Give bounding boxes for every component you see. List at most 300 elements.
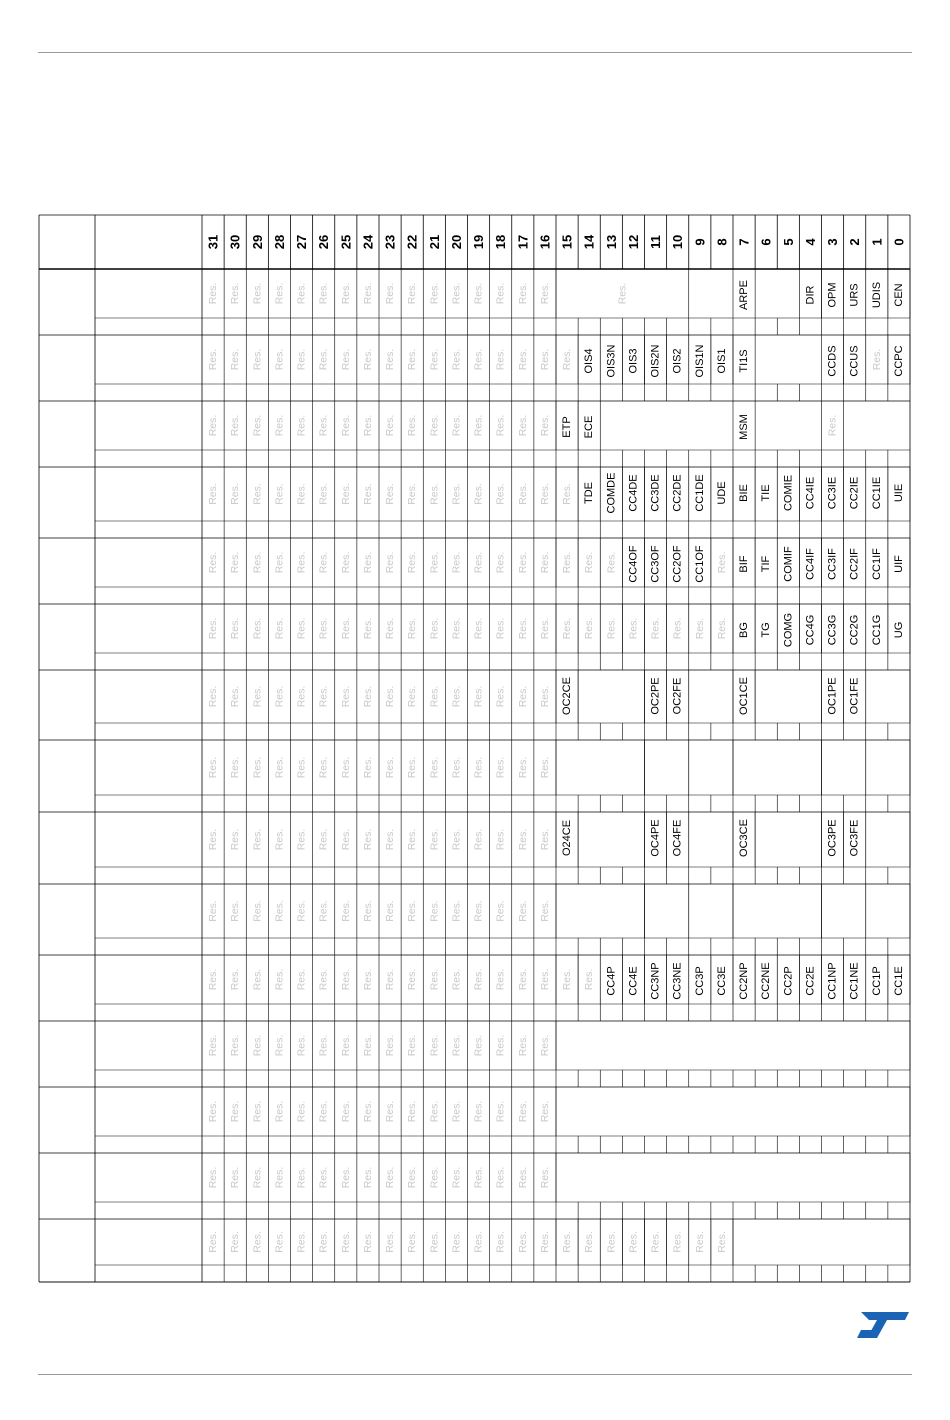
reserved-bit-label: Res. <box>605 1231 618 1253</box>
reserved-bit-label: Res. <box>207 685 220 708</box>
reserved-bit-label: Res. <box>207 617 220 640</box>
bit-field-name: OIS2N <box>649 344 662 378</box>
reserved-bit-label: Res. <box>494 1034 507 1057</box>
bit-number-header: 28 <box>271 234 287 250</box>
reserved-bit-label: Res. <box>605 551 618 574</box>
reserved-bit-label: Res. <box>273 348 286 371</box>
bit-field-name: UIF <box>892 555 905 573</box>
reserved-bit-label: Res. <box>516 828 529 851</box>
bit-field-name: CC3E <box>715 966 728 996</box>
reserved-bit-label: Res. <box>273 828 286 851</box>
reserved-bit-label: Res. <box>450 551 463 574</box>
reserved-bit-label: Res. <box>317 1034 330 1057</box>
reserved-bit-label: Res. <box>406 756 419 779</box>
reserved-bit-label: Res. <box>229 756 242 779</box>
bit-field-name: BIE <box>738 484 751 502</box>
reserved-bit-label: Res. <box>494 414 507 437</box>
reserved-bit-label: Res. <box>494 685 507 708</box>
bit-field-name: CC1P <box>870 966 883 996</box>
bit-field-name: CC3NE <box>671 962 684 1000</box>
reserved-bit-label: Res. <box>472 685 485 708</box>
reserved-bit-label: Res. <box>339 1166 352 1189</box>
reserved-bit-label: Res. <box>229 1100 242 1123</box>
reserved-bit-label: Res. <box>295 1231 308 1253</box>
reserved-bit-label: Res. <box>384 828 397 851</box>
reserved-bit-label: Res. <box>450 828 463 851</box>
reserved-bit-label: Res. <box>428 828 441 851</box>
reserved-bit-label: Res. <box>339 756 352 779</box>
bit-number-header: 20 <box>448 234 464 250</box>
reserved-bit-label: Res. <box>317 483 330 505</box>
reserved-bit-label: Res. <box>516 282 529 305</box>
bit-number-header: 24 <box>360 234 376 250</box>
reserved-bit-label: Res. <box>207 348 220 371</box>
reserved-bit-label: Res. <box>649 1231 662 1253</box>
bit-number-header: 10 <box>670 234 686 250</box>
bit-field-name: UDIS <box>870 281 883 309</box>
reserved-bit-label: Res. <box>494 348 507 371</box>
reserved-bit-label: Res. <box>406 1034 419 1057</box>
reserved-bit-label: Res. <box>273 551 286 574</box>
bit-number-header: 15 <box>559 234 575 250</box>
reserved-bit-label: Res. <box>207 1100 220 1123</box>
bit-field-name: CC3P <box>693 966 706 996</box>
reserved-bit-label: Res. <box>361 900 374 922</box>
reserved-bit-label: Res. <box>339 828 352 851</box>
reserved-bit-label: Res. <box>361 1166 374 1189</box>
bit-number-header: 13 <box>603 234 619 250</box>
bit-field-name: OIS1 <box>715 348 728 374</box>
reserved-bit-label: Res. <box>494 1231 507 1253</box>
reserved-bit-label: Res. <box>251 1034 264 1057</box>
reserved-bit-label: Res. <box>229 828 242 851</box>
bit-field-name: CC3OF <box>649 545 662 583</box>
reserved-bit-label: Res. <box>361 828 374 851</box>
reserved-bit-label: Res. <box>361 1231 374 1253</box>
bit-number-header: 4 <box>802 238 818 246</box>
reserved-bit-label: Res. <box>295 828 308 851</box>
reserved-bit-label: Res. <box>317 617 330 640</box>
bit-field-name: COMIF <box>782 546 795 582</box>
bit-field-name: CC2E <box>804 966 817 996</box>
reserved-bit-label: Res. <box>361 756 374 779</box>
reserved-bit-label: Res. <box>207 900 220 922</box>
bit-field-name: BG <box>738 622 751 638</box>
reserved-bit-label: Res. <box>361 1100 374 1123</box>
reserved-bit-label: Res. <box>317 968 330 991</box>
reserved-bit-label: Res. <box>450 1034 463 1057</box>
bit-field-name: CC2IE <box>848 476 861 510</box>
reserved-bit-label: Res. <box>251 348 264 371</box>
reserved-bit-label: Res. <box>273 968 286 991</box>
bit-field-name: CC3IE <box>826 476 839 510</box>
reserved-bit-label: Res. <box>317 348 330 371</box>
reserved-bit-label: Res. <box>339 551 352 574</box>
reserved-bit-label: Res. <box>384 968 397 991</box>
reserved-bit-label: Res. <box>229 968 242 991</box>
st-logo-icon <box>855 1310 911 1340</box>
reserved-bit-label: Res. <box>207 968 220 991</box>
reserved-bit-label: Res. <box>538 282 551 305</box>
reserved-bit-label: Res. <box>406 968 419 991</box>
bit-field-name: TIE <box>760 484 773 502</box>
reserved-bit-label: Res. <box>384 756 397 779</box>
reserved-bit-label: Res. <box>450 900 463 922</box>
bit-field-name: UDE <box>715 481 728 505</box>
reserved-bit-label: Res. <box>273 1034 286 1057</box>
reserved-bit-label: Res. <box>273 756 286 779</box>
reserved-bit-label: Res. <box>339 1231 352 1253</box>
reserved-bit-label: Res. <box>538 828 551 851</box>
bit-field-name: OC2PE <box>649 677 662 715</box>
reserved-bit-label: Res. <box>583 968 596 991</box>
reserved-bit-label: Res. <box>339 900 352 922</box>
reserved-bit-label: Res. <box>273 1166 286 1189</box>
reserved-bit-label: Res. <box>428 551 441 574</box>
reserved-bit-label: Res. <box>339 414 352 437</box>
reserved-bit-label: Res. <box>295 756 308 779</box>
reserved-bit-label: Res. <box>406 348 419 371</box>
reserved-bit-label: Res. <box>251 1100 264 1123</box>
reserved-bit-label: Res. <box>516 756 529 779</box>
reserved-bit-label: Res. <box>516 617 529 640</box>
bit-field-name: TIF <box>760 555 773 573</box>
reserved-bit-label: Res. <box>693 1231 706 1253</box>
reserved-bit-label: Res. <box>273 483 286 505</box>
bit-field-name: CC3DE <box>649 474 662 512</box>
bit-number-header: 5 <box>780 238 796 246</box>
reserved-bit-label: Res. <box>406 551 419 574</box>
reserved-bit-label: Res. <box>671 1231 684 1253</box>
reserved-bit-label: Res. <box>516 685 529 708</box>
reserved-bit-label: Res. <box>207 483 220 505</box>
bit-field-name: ECE <box>583 415 596 439</box>
reserved-bit-label: Res. <box>472 617 485 640</box>
bit-number-header: 16 <box>537 234 553 250</box>
bit-field-name: CC4P <box>605 966 618 996</box>
reserved-bit-label: Res. <box>295 1034 308 1057</box>
reserved-bit-label: Res. <box>538 1166 551 1189</box>
reserved-bit-label: Res. <box>406 282 419 305</box>
reserved-bit-label: Res. <box>229 348 242 371</box>
reserved-bit-label: Res. <box>339 968 352 991</box>
bit-number-header: 27 <box>294 234 310 250</box>
reserved-bit-label: Res. <box>450 685 463 708</box>
bit-field-name: OC1FE <box>848 677 861 715</box>
bit-field-name: CCDS <box>826 345 839 377</box>
reserved-bit-label: Res. <box>428 1034 441 1057</box>
reserved-bit-label: Res. <box>229 617 242 640</box>
bit-field-name: TG <box>760 622 773 638</box>
reserved-bit-label: Res. <box>428 685 441 708</box>
bit-field-name: CCUS <box>848 345 861 377</box>
reserved-bit-label: Res. <box>251 900 264 922</box>
bit-number-header: 6 <box>758 238 774 246</box>
reserved-bit-label: Res. <box>317 828 330 851</box>
reserved-bit-label: Res. <box>339 483 352 505</box>
reserved-bit-label: Res. <box>583 551 596 574</box>
reserved-bit-label: Res. <box>561 348 574 371</box>
bit-field-name: O24CE <box>561 819 574 857</box>
reserved-bit-label: Res. <box>251 828 264 851</box>
bit-number-header: 0 <box>891 238 907 246</box>
reserved-bit-label: Res. <box>516 968 529 991</box>
bit-field-name: CC3G <box>826 614 839 646</box>
reserved-bit-label: Res. <box>384 348 397 371</box>
bit-field-name: BIF <box>738 555 751 573</box>
bit-number-header: 19 <box>471 234 487 250</box>
reserved-bit-label: Res. <box>273 414 286 437</box>
reserved-bit-label: Res. <box>472 756 485 779</box>
bit-field-name: OIS2 <box>671 348 684 374</box>
reserved-bit-label: Res. <box>494 483 507 505</box>
bit-field-name: CC1IE <box>870 476 883 510</box>
bit-field-name: OIS3 <box>627 348 640 374</box>
bit-number-header: 30 <box>227 234 243 250</box>
reserved-bit-label: Res. <box>494 1166 507 1189</box>
reserved-bit-label: Res. <box>605 617 618 640</box>
reserved-bit-label: Res. <box>450 756 463 779</box>
bit-number-header: 31 <box>205 234 221 250</box>
bit-field-name: OC4PE <box>649 819 662 857</box>
reserved-bit-label: Res. <box>207 1166 220 1189</box>
reserved-bit-label: Res. <box>317 685 330 708</box>
bit-field-name: CC1OF <box>693 545 706 583</box>
reserved-bit-label: Res. <box>207 414 220 437</box>
reserved-bit-label: Res. <box>715 617 728 640</box>
reserved-bit-label: Res. <box>583 1231 596 1253</box>
bit-field-name: CC4OF <box>627 545 640 583</box>
reserved-bit-label: Res. <box>428 1231 441 1253</box>
reserved-bit-label: Res. <box>361 348 374 371</box>
reserved-bit-label: Res. <box>538 900 551 922</box>
bit-number-header: 14 <box>581 234 597 250</box>
reserved-bit-label: Res. <box>494 968 507 991</box>
reserved-bit-label: Res. <box>339 685 352 708</box>
reserved-bit-label: Res. <box>207 828 220 851</box>
reserved-bit-label: Res. <box>229 685 242 708</box>
bit-field-name: UG <box>892 621 905 639</box>
reserved-bit-label: Res. <box>516 1166 529 1189</box>
reserved-bit-label: Res. <box>627 617 640 640</box>
reserved-bit-label: Res. <box>251 685 264 708</box>
reserved-bit-label: Res. <box>317 756 330 779</box>
reserved-bit-label: Res. <box>538 756 551 779</box>
reserved-bit-label: Res. <box>406 900 419 922</box>
reserved-bit-label: Res. <box>295 282 308 305</box>
reserved-bit-label: Res. <box>207 1231 220 1253</box>
reserved-bit-label: Res. <box>450 617 463 640</box>
bit-number-header: 7 <box>736 238 752 246</box>
reserved-bit-label: Res. <box>295 1100 308 1123</box>
reserved-bit-label: Res. <box>295 483 308 505</box>
reserved-bit-label: Res. <box>406 617 419 640</box>
reserved-bit-label: Res. <box>627 1231 640 1253</box>
reserved-bit-label: Res. <box>229 282 242 305</box>
reserved-bit-label: Res. <box>251 1231 264 1253</box>
reserved-bit-label: Res. <box>273 1100 286 1123</box>
bit-field-name: CC2P <box>782 966 795 996</box>
bit-field-name: DIR <box>804 285 817 305</box>
reserved-bit-label: Res. <box>384 1100 397 1123</box>
reserved-bit-label: Res. <box>472 828 485 851</box>
reserved-bit-label: Res. <box>494 551 507 574</box>
reserved-bit-label: Res. <box>273 685 286 708</box>
reserved-bit-label: Res. <box>251 756 264 779</box>
reserved-bit-label: Res. <box>317 551 330 574</box>
reserved-bit-label: Res. <box>295 685 308 708</box>
bit-field-name: CC4IE <box>804 476 817 510</box>
bit-field-name: MSM <box>738 414 751 440</box>
reserved-bit-label: Res. <box>361 685 374 708</box>
reserved-bit-label: Res. <box>229 483 242 505</box>
reserved-bit-label: Res. <box>273 1231 286 1253</box>
bit-field-name: CCPC <box>892 345 905 377</box>
reserved-bit-label: Res. <box>561 617 574 640</box>
reserved-bit-label: Res. <box>207 1034 220 1057</box>
bit-field-name: CEN <box>892 283 905 307</box>
reserved-bit-label: Res. <box>428 282 441 305</box>
reserved-bit-label: Res. <box>361 1034 374 1057</box>
bit-field-name: CC2DE <box>671 474 684 512</box>
reserved-bit-label: Res. <box>472 1100 485 1123</box>
reserved-bit-label: Res. <box>561 968 574 991</box>
reserved-bit-label: Res. <box>339 617 352 640</box>
bit-field-name: CC1G <box>870 614 883 646</box>
bit-field-name: COMIE <box>782 474 795 512</box>
reserved-bit-label: Res. <box>616 282 629 305</box>
reserved-bit-label: Res. <box>538 483 551 505</box>
reserved-bit-label: Res. <box>583 617 596 640</box>
bit-field-name: TDE <box>583 482 596 504</box>
reserved-bit-label: Res. <box>361 551 374 574</box>
bit-field-name: CC1DE <box>693 474 706 512</box>
reserved-bit-label: Res. <box>472 551 485 574</box>
reserved-bit-label: Res. <box>538 414 551 437</box>
bit-field-name: OC2FE <box>671 677 684 715</box>
reserved-bit-label: Res. <box>406 1231 419 1253</box>
bit-field-name: COMDE <box>605 472 618 514</box>
reserved-bit-label: Res. <box>671 617 684 640</box>
bit-field-name: CC1E <box>892 966 905 996</box>
reserved-bit-label: Res. <box>472 282 485 305</box>
reserved-bit-label: Res. <box>450 1231 463 1253</box>
bit-number-header: 21 <box>426 234 442 250</box>
bit-field-name: CC4E <box>627 966 640 996</box>
bit-field-name: CC1IF <box>870 548 883 580</box>
reserved-bit-label: Res. <box>516 1100 529 1123</box>
bit-field-name: OIS4 <box>583 348 596 374</box>
reserved-bit-label: Res. <box>693 617 706 640</box>
reserved-bit-label: Res. <box>406 685 419 708</box>
reserved-bit-label: Res. <box>384 551 397 574</box>
reserved-bit-label: Res. <box>472 414 485 437</box>
reserved-bit-label: Res. <box>384 685 397 708</box>
reserved-bit-label: Res. <box>516 551 529 574</box>
reserved-bit-label: Res. <box>561 1231 574 1253</box>
reserved-bit-label: Res. <box>384 1231 397 1253</box>
bit-field-name: OIS1N <box>693 344 706 378</box>
reserved-bit-label: Res. <box>251 414 264 437</box>
reserved-bit-label: Res. <box>538 1100 551 1123</box>
reserved-bit-label: Res. <box>317 414 330 437</box>
reserved-bit-label: Res. <box>229 1034 242 1057</box>
reserved-bit-label: Res. <box>450 1166 463 1189</box>
reserved-bit-label: Res. <box>295 1166 308 1189</box>
reserved-bit-label: Res. <box>516 1034 529 1057</box>
bit-field-name: OC3FE <box>848 819 861 857</box>
reserved-bit-label: Res. <box>384 1166 397 1189</box>
reserved-bit-label: Res. <box>361 968 374 991</box>
bit-field-name: CC3NP <box>649 962 662 1000</box>
reserved-bit-label: Res. <box>251 282 264 305</box>
reserved-bit-label: Res. <box>494 617 507 640</box>
reserved-bit-label: Res. <box>472 1034 485 1057</box>
reserved-bit-label: Res. <box>538 1231 551 1253</box>
reserved-bit-label: Res. <box>472 900 485 922</box>
bit-field-name: URS <box>848 283 861 307</box>
bit-field-name: CC4G <box>804 614 817 646</box>
reserved-bit-label: Res. <box>251 1166 264 1189</box>
reserved-bit-label: Res. <box>273 282 286 305</box>
bit-number-header: 17 <box>515 234 531 250</box>
bit-number-header: 1 <box>869 238 885 246</box>
bit-number-header: 29 <box>249 234 265 250</box>
reserved-bit-label: Res. <box>251 483 264 505</box>
reserved-bit-label: Res. <box>384 617 397 640</box>
reserved-bit-label: Res. <box>229 551 242 574</box>
reserved-bit-label: Res. <box>826 414 839 437</box>
bit-field-name: CC2NP <box>738 962 751 1000</box>
reserved-bit-label: Res. <box>384 483 397 505</box>
reserved-bit-label: Res. <box>361 617 374 640</box>
bit-field-name: OPM <box>826 282 839 308</box>
reserved-bit-label: Res. <box>339 1034 352 1057</box>
bit-field-name: CC1NP <box>826 962 839 1000</box>
bit-field-name: OC3CE <box>738 819 751 857</box>
reserved-bit-label: Res. <box>229 1166 242 1189</box>
reserved-bit-label: Res. <box>229 1231 242 1253</box>
reserved-bit-label: Res. <box>494 1100 507 1123</box>
bit-number-header: 2 <box>847 238 863 246</box>
reserved-bit-label: Res. <box>715 551 728 574</box>
reserved-bit-label: Res. <box>561 551 574 574</box>
reserved-bit-label: Res. <box>494 900 507 922</box>
reserved-bit-label: Res. <box>229 414 242 437</box>
reserved-bit-label: Res. <box>428 968 441 991</box>
reserved-bit-label: Res. <box>207 282 220 305</box>
reserved-bit-label: Res. <box>472 483 485 505</box>
reserved-bit-label: Res. <box>339 1100 352 1123</box>
reserved-bit-label: Res. <box>361 282 374 305</box>
reserved-bit-label: Res. <box>406 414 419 437</box>
bit-number-header: 22 <box>404 234 420 250</box>
reserved-bit-label: Res. <box>516 348 529 371</box>
bit-number-header: 12 <box>625 234 641 250</box>
reserved-bit-label: Res. <box>428 414 441 437</box>
bit-field-name: OC1CE <box>738 677 751 715</box>
bit-field-name: OC4FE <box>671 819 684 857</box>
reserved-bit-label: Res. <box>361 414 374 437</box>
reserved-bit-label: Res. <box>273 900 286 922</box>
bit-number-header: 18 <box>493 234 509 250</box>
reserved-bit-label: Res. <box>295 414 308 437</box>
bit-field-name: CC1NE <box>848 962 861 1000</box>
reserved-bit-label: Res. <box>538 617 551 640</box>
reserved-bit-label: Res. <box>450 483 463 505</box>
bit-field-name: COMG <box>782 612 795 648</box>
reserved-bit-label: Res. <box>428 1166 441 1189</box>
